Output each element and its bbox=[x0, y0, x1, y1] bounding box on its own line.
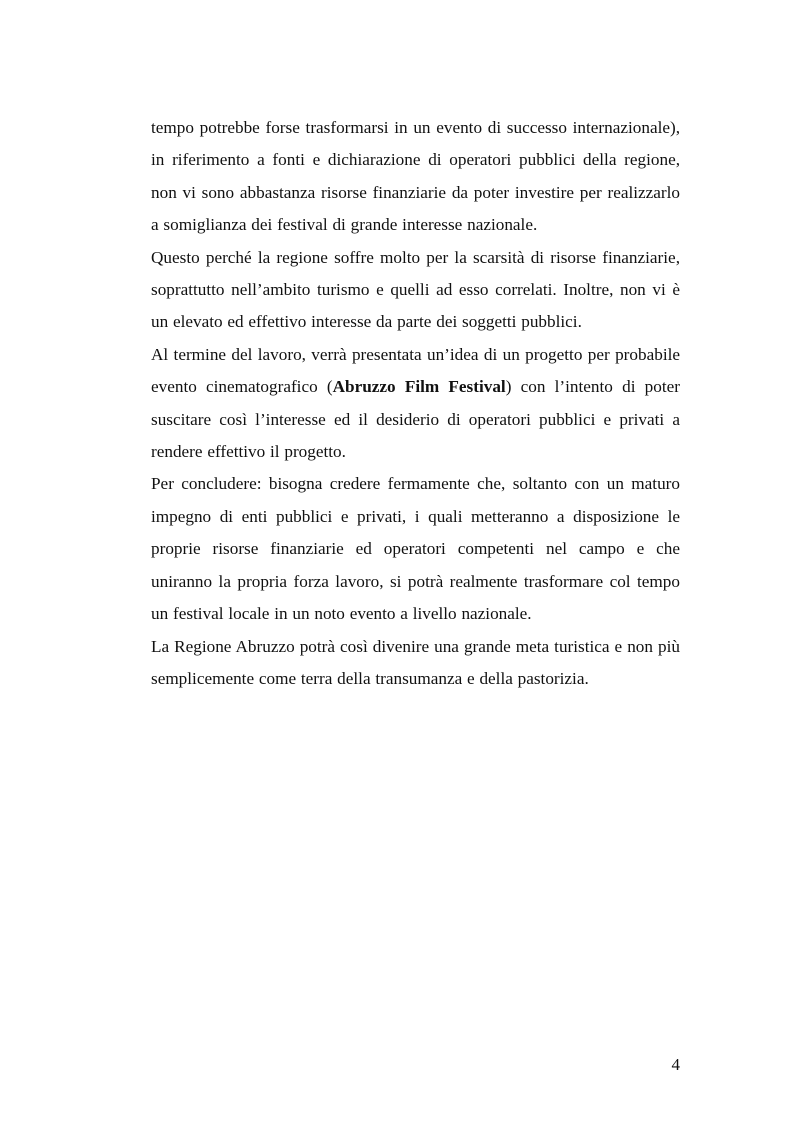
page-body bbox=[151, 112, 680, 695]
paragraph-3 bbox=[151, 339, 680, 469]
paragraph-5: La Regione Abruzzo potrà così divenire una grande meta turistica e non più semplicemente come terra della transumanza e della pastorizia. bbox=[151, 636, 680, 688]
page-number: 4 bbox=[671, 1055, 680, 1074]
paragraph-4: Per concludere: bisogna credere fermamente che, soltanto con un maturo impegno di enti pubblici e privati, i quali metteranno a disposizione le proprie risorse finanziarie ed operatori competenti nel campo e che uniranno la propria forza lavoro, si potrà realmente trasformare col tempo un festival locale in un noto evento a livello nazionale. bbox=[151, 474, 680, 624]
paragraph-2: Questo perché la regione soffre molto per la scarsità di risorse finanziarie, soprattutto nell’ambito turismo e quelli ad esso correlati. Inoltre, non vi è un elevato ed effettivo interesse da parte dei soggetti pubblici. bbox=[151, 247, 680, 332]
paragraph-3-text-after: ) con l’intento di poter suscitare così l’interesse ed il desiderio di operatori pubblici e privati a rendere effettivo il progetto. bbox=[151, 377, 680, 462]
paragraph-1: tempo potrebbe forse trasformarsi in un evento di successo internazionale), in riferimento a fonti e dichiarazione di operatori pubblici della regione, non vi sono abbastanza risorse finanziarie da poter investire per realizzarlo a somiglianza dei festival di grande interesse nazionale. bbox=[151, 118, 680, 235]
paragraph-3-text-before: Al termine del lavoro, verrà presentata un’idea di un progetto per probabile evento cinematografico ( bbox=[151, 344, 680, 397]
festival-name-bold: Abruzzo Film Festival bbox=[332, 377, 506, 397]
